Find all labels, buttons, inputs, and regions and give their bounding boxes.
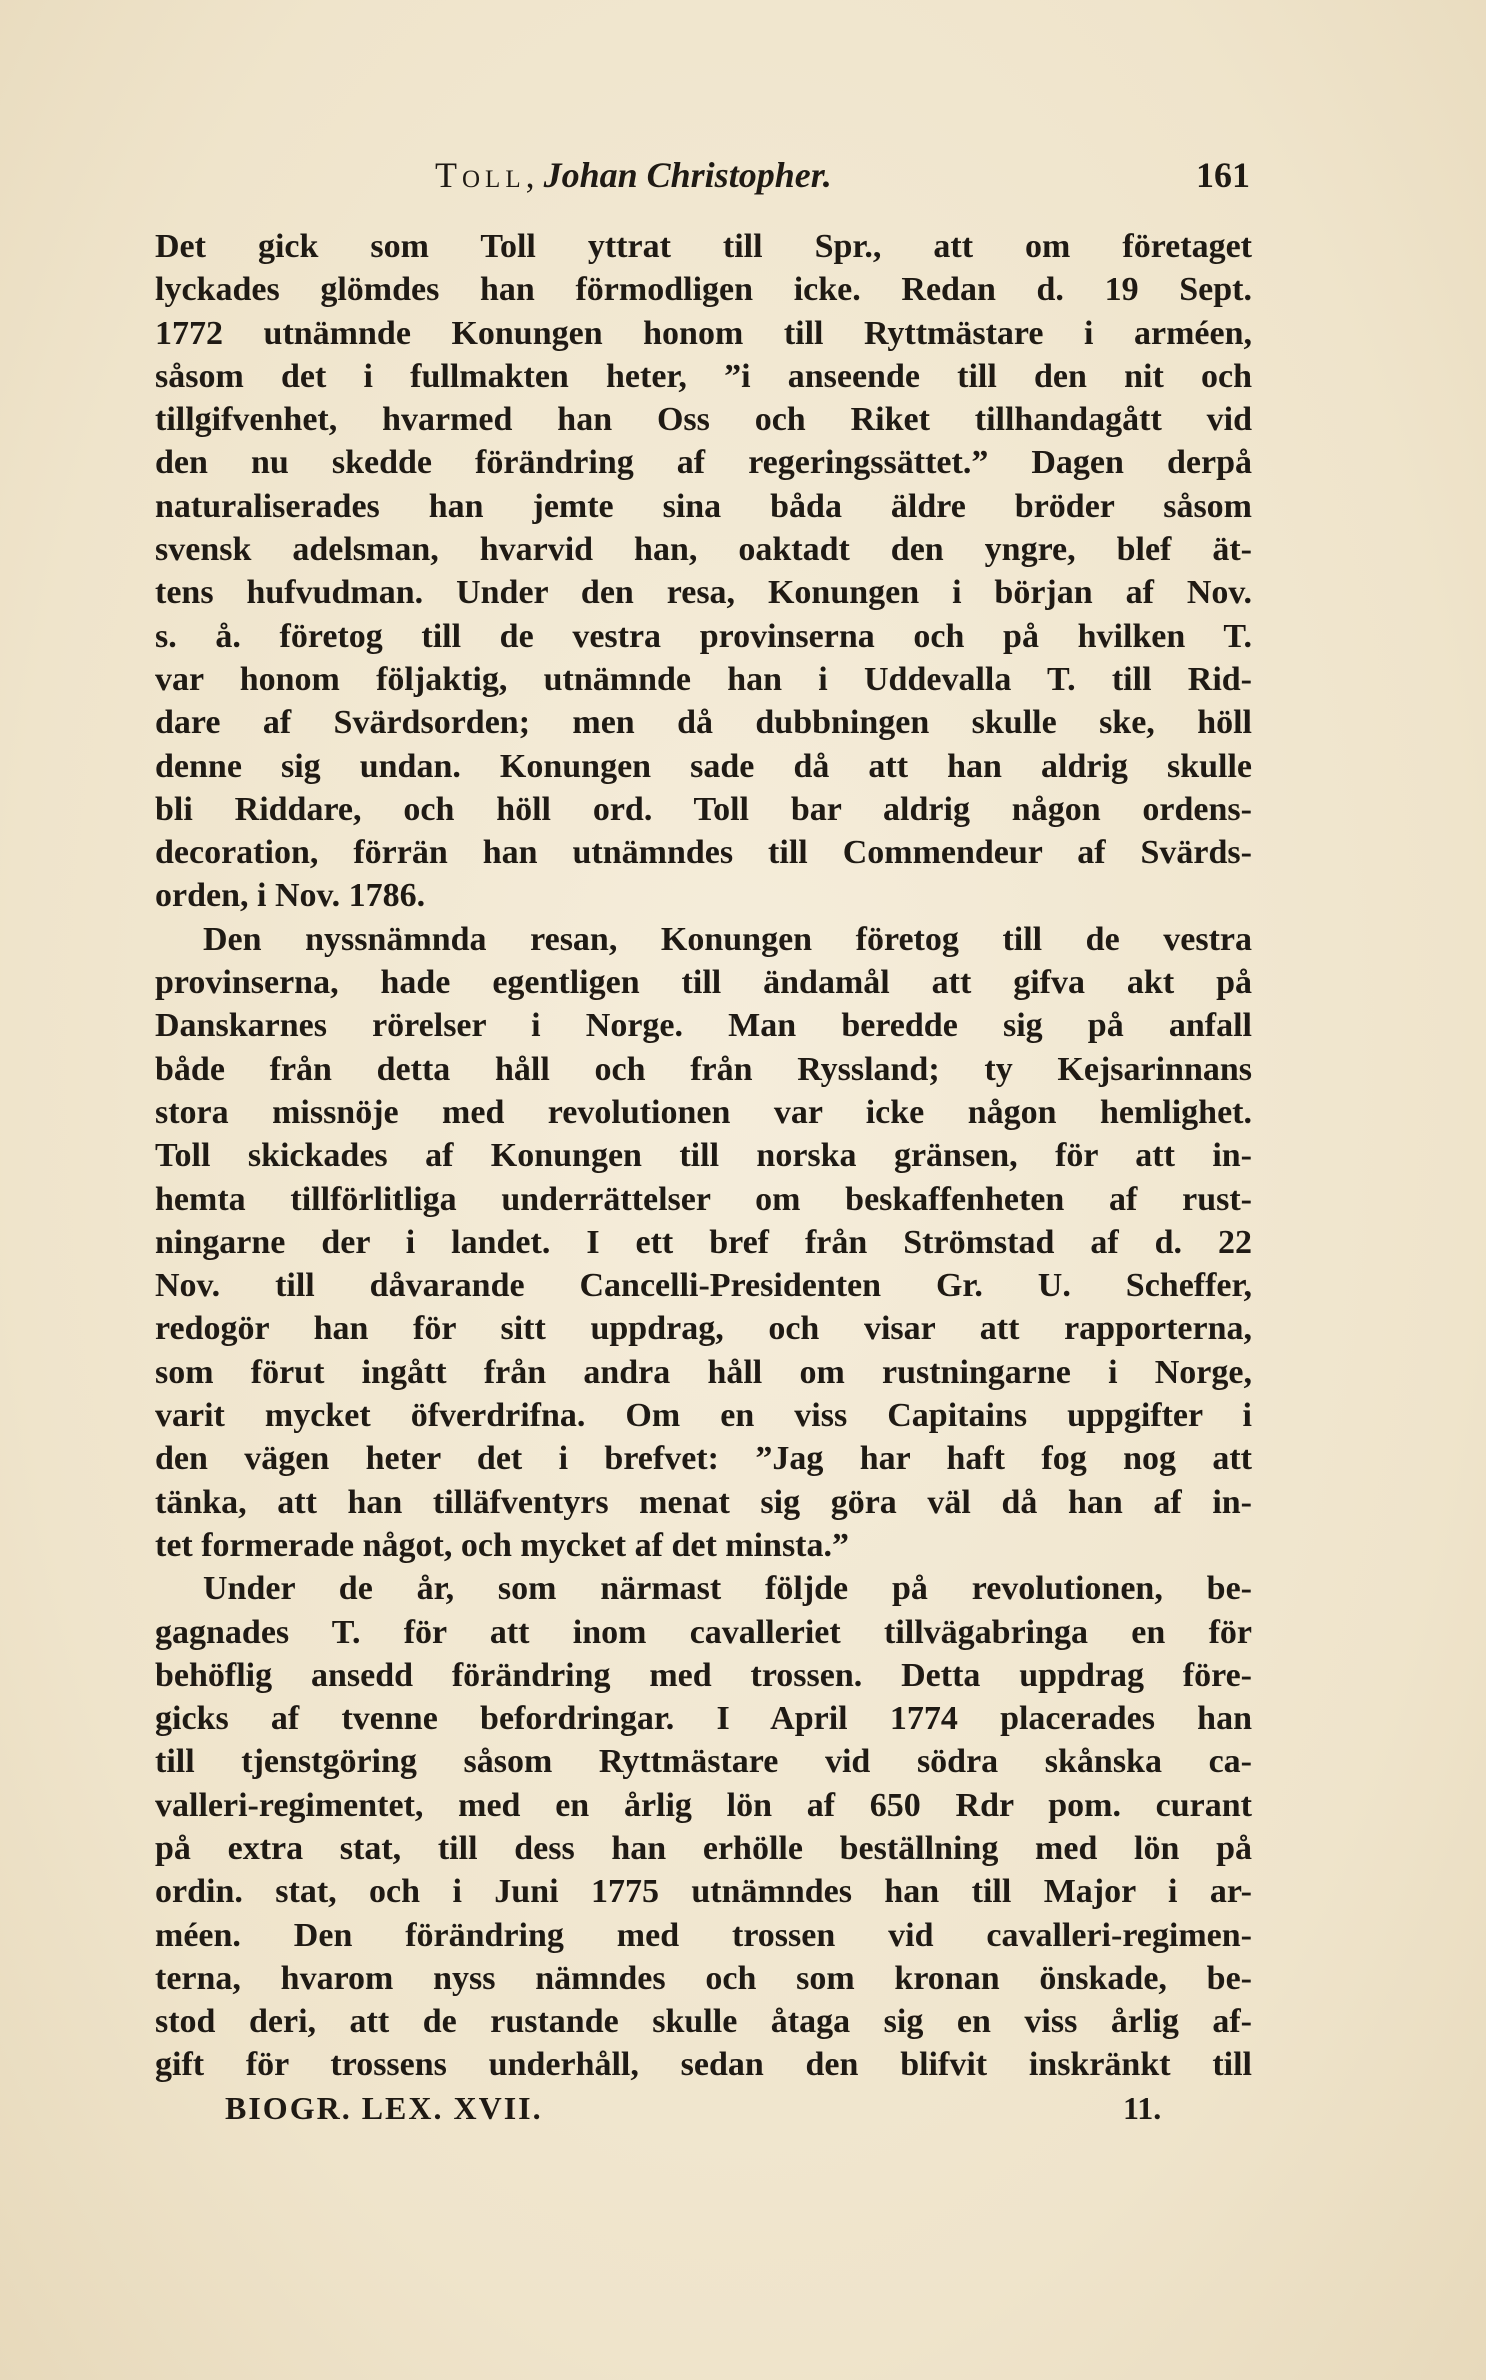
text-line: stod deri, att de rustande skulle åtaga sig en viss årlig af-	[155, 2003, 1252, 2041]
text-line: denne sig undan. Konungen sade då att han aldrig skulle	[155, 747, 1252, 785]
text-line: både från detta håll och från Ryssland; ty Kejsarinnans	[155, 1050, 1252, 1088]
text-line: var honom följaktig, utnämnde han i Uddevalla T. till Rid-	[155, 660, 1252, 698]
text-line: Den nyssnämnda resan, Konungen företog till de vestra	[203, 920, 1252, 958]
text-line: ordin. stat, och i Juni 1775 utnämndes han till Major i ar-	[155, 1873, 1252, 1911]
text-line: gift för trossens underhåll, sedan den blifvit inskränkt till	[155, 2046, 1252, 2084]
text-line: på extra stat, till dess han erhölle beställning med lön på	[155, 1829, 1252, 1867]
text-line: ningarne der i landet. I ett bref från Strömstad af d. 22	[155, 1223, 1252, 1261]
text-line: terna, hvarom nyss nämndes och som kronan önskade, be-	[155, 1959, 1252, 1997]
running-title: Toll, Johan Christopher.	[435, 155, 832, 195]
text-line: Danskarnes rörelser i Norge. Man beredde sig på anfall	[155, 1007, 1252, 1045]
text-line: gagnades T. för att inom cavalleriet tillvägabringa en för	[155, 1613, 1252, 1651]
page-number: 161	[1196, 155, 1250, 195]
text-line: den nu skedde förändring af regeringssättet.” Dagen derpå	[155, 444, 1252, 482]
signature-mark: BIOGR. LEX. XVII.	[225, 2090, 543, 2126]
text-line: orden, i Nov. 1786.	[155, 877, 426, 915]
text-line: decoration, förrän han utnämndes till Commendeur af Svärds-	[155, 834, 1252, 872]
text-line: gicks af tvenne befordringar. I April 1774 placerades han	[155, 1700, 1252, 1738]
header-given-name: Johan Christopher.	[543, 155, 832, 195]
header-surname: Toll	[435, 155, 526, 195]
body-text	[155, 225, 1252, 2087]
text-line: provinserna, hade egentligen till ändamål att gifva akt på	[155, 964, 1252, 1002]
text-line: 1772 utnämnde Konungen honom till Ryttmästare i arméen,	[155, 314, 1252, 352]
text-line: tens hufvudman. Under den resa, Konungen i början af Nov.	[155, 574, 1252, 612]
page-footer	[155, 2085, 1175, 2131]
text-line: redogör han för sitt uppdrag, och visar att rapporterna,	[155, 1310, 1252, 1348]
text-line: den vägen heter det i brefvet: ”Jag har haft fog nog att	[155, 1440, 1252, 1478]
text-line: hemta tillförlitliga underrättelser om beskaffenheten af rust-	[155, 1180, 1252, 1218]
text-line: varit mycket öfverdrifna. Om en viss Capitains uppgifter i	[155, 1397, 1252, 1435]
text-line: stora missnöje med revolutionen var icke någon hemlighet.	[155, 1093, 1252, 1131]
text-line: bli Riddare, och höll ord. Toll bar aldrig någon ordens-	[155, 790, 1252, 828]
text-line: Under de år, som närmast följde på revolutionen, be-	[203, 1570, 1252, 1608]
text-line: lyckades glömdes han förmodligen icke. Redan d. 19 Sept.	[155, 271, 1252, 309]
text-line: méen. Den förändring med trossen vid cavalleri-regimen-	[155, 1916, 1252, 1954]
text-line: svensk adelsman, hvarvid han, oaktadt den yngre, blef ät-	[155, 531, 1252, 569]
text-line: som förut ingått från andra håll om rustningarne i Norge,	[155, 1353, 1252, 1391]
text-line: till tjenstgöring såsom Ryttmästare vid södra skånska ca-	[155, 1743, 1252, 1781]
text-line: valleri-regimentet, med en årlig lön af 650 Rdr pom. curant	[155, 1786, 1252, 1824]
sheet-number: 11.	[1123, 2090, 1162, 2126]
text-line: s. å. företog till de vestra provinserna och på hvilken T.	[155, 617, 1252, 655]
text-line: dare af Svärdsorden; men då dubbningen skulle ske, höll	[155, 704, 1252, 742]
running-header	[150, 150, 1250, 200]
text-line: behöflig ansedd förändring med trossen. Detta uppdrag före-	[155, 1656, 1252, 1694]
text-line: tillgifvenhet, hvarmed han Oss och Riket tillhandagått vid	[155, 401, 1252, 439]
text-line: Toll skickades af Konungen till norska gränsen, för att in-	[155, 1137, 1252, 1175]
text-line: såsom det i fullmakten heter, ”i anseende till den nit och	[155, 357, 1252, 395]
text-line: Det gick som Toll yttrat till Spr., att om företaget	[155, 228, 1252, 265]
text-line: Nov. till dåvarande Cancelli-Presidenten Gr. U. Scheffer,	[155, 1267, 1252, 1305]
text-line: tet formerade något, och mycket af det minsta.”	[155, 1526, 849, 1564]
text-line: naturaliserades han jemte sina båda äldre bröder såsom	[155, 487, 1252, 525]
text-line: tänka, att han tilläfventyrs menat sig göra väl då han af in-	[155, 1483, 1252, 1521]
